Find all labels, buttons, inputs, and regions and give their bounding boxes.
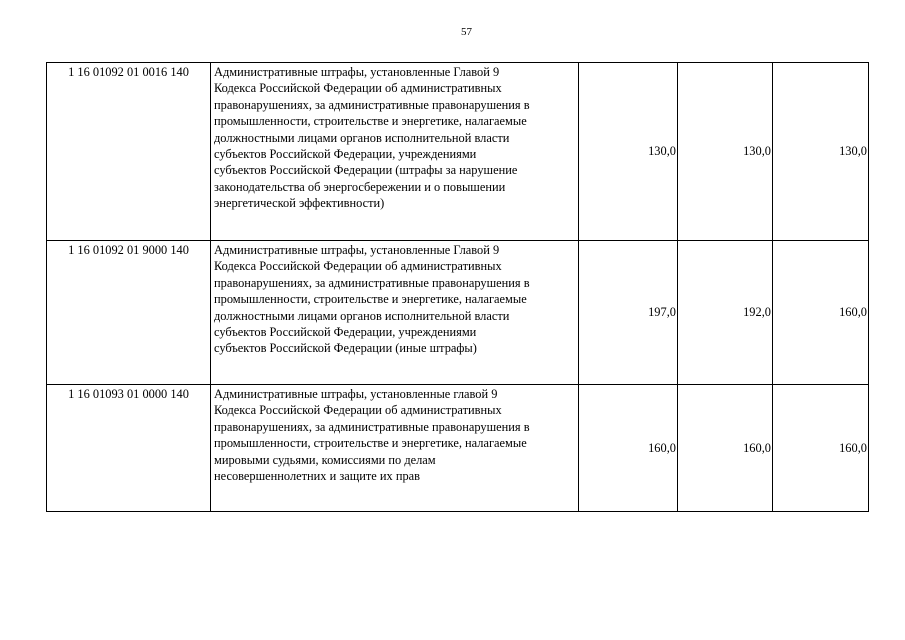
value-year-3-cell: 130,0 <box>773 63 869 241</box>
table-row <box>47 385 869 512</box>
value-year-2-cell: 160,0 <box>678 385 773 512</box>
description-line: промышленности, строительстве и энергетике, налагаемые <box>214 292 527 307</box>
value-year-1-cell: 160,0 <box>579 385 678 512</box>
table-row <box>47 241 869 385</box>
description-line: промышленности, строительстве и энергетике, налагаемые <box>214 436 527 451</box>
value-year-3-cell: 160,0 <box>773 241 869 385</box>
budget-code-cell: 1 16 01093 01 0000 140 <box>47 385 211 512</box>
description-line: промышленности, строительстве и энергетике, налагаемые <box>214 114 527 129</box>
description-line: несовершеннолетних и защите их прав <box>214 469 421 484</box>
description-line: Кодекса Российской Федерации об административных <box>214 81 502 96</box>
description-line: законодательства об энергосбережении и о повышении <box>214 179 506 194</box>
value-year-3-cell: 160,0 <box>773 385 869 512</box>
description-line: Кодекса Российской Федерации об административных <box>214 403 502 418</box>
description-line: энергетической эффективности) <box>214 196 385 211</box>
value-year-1-cell: 197,0 <box>579 241 678 385</box>
budget-code-cell: 1 16 01092 01 0016 140 <box>47 63 211 241</box>
description-cell <box>211 63 579 241</box>
description-line: правонарушениях, за административные правонарушения в <box>214 275 530 290</box>
value-year-1-cell: 130,0 <box>579 63 678 241</box>
description-line: мировыми судьями, комиссиями по делам <box>214 452 436 467</box>
description-line: должностными лицами органов исполнительной власти <box>214 308 510 323</box>
table-row <box>47 63 869 241</box>
description-line: субъектов Российской Федерации (иные штрафы) <box>214 341 477 356</box>
description-line: правонарушениях, за административные правонарушения в <box>214 97 530 112</box>
description-line: должностными лицами органов исполнительной власти <box>214 130 510 145</box>
description-line: Административные штрафы, установленные главой 9 <box>214 387 498 401</box>
description-line: субъектов Российской Федерации, учреждениями <box>214 325 477 340</box>
description-line: субъектов Российской Федерации, учреждениями <box>214 147 477 162</box>
description-line: Кодекса Российской Федерации об административных <box>214 259 502 274</box>
description-cell <box>211 385 579 512</box>
page-number: 57 <box>461 26 472 38</box>
description-cell <box>211 241 579 385</box>
value-year-2-cell: 130,0 <box>678 63 773 241</box>
description-line: субъектов Российской Федерации (штрафы за нарушение <box>214 163 518 178</box>
budget-code-cell: 1 16 01092 01 9000 140 <box>47 241 211 385</box>
description-line: Административные штрафы, установленные Главой 9 <box>214 65 500 79</box>
value-year-2-cell: 192,0 <box>678 241 773 385</box>
budget-table <box>46 62 869 512</box>
description-line: правонарушениях, за административные правонарушения в <box>214 419 530 434</box>
description-line: Административные штрафы, установленные Главой 9 <box>214 243 500 257</box>
